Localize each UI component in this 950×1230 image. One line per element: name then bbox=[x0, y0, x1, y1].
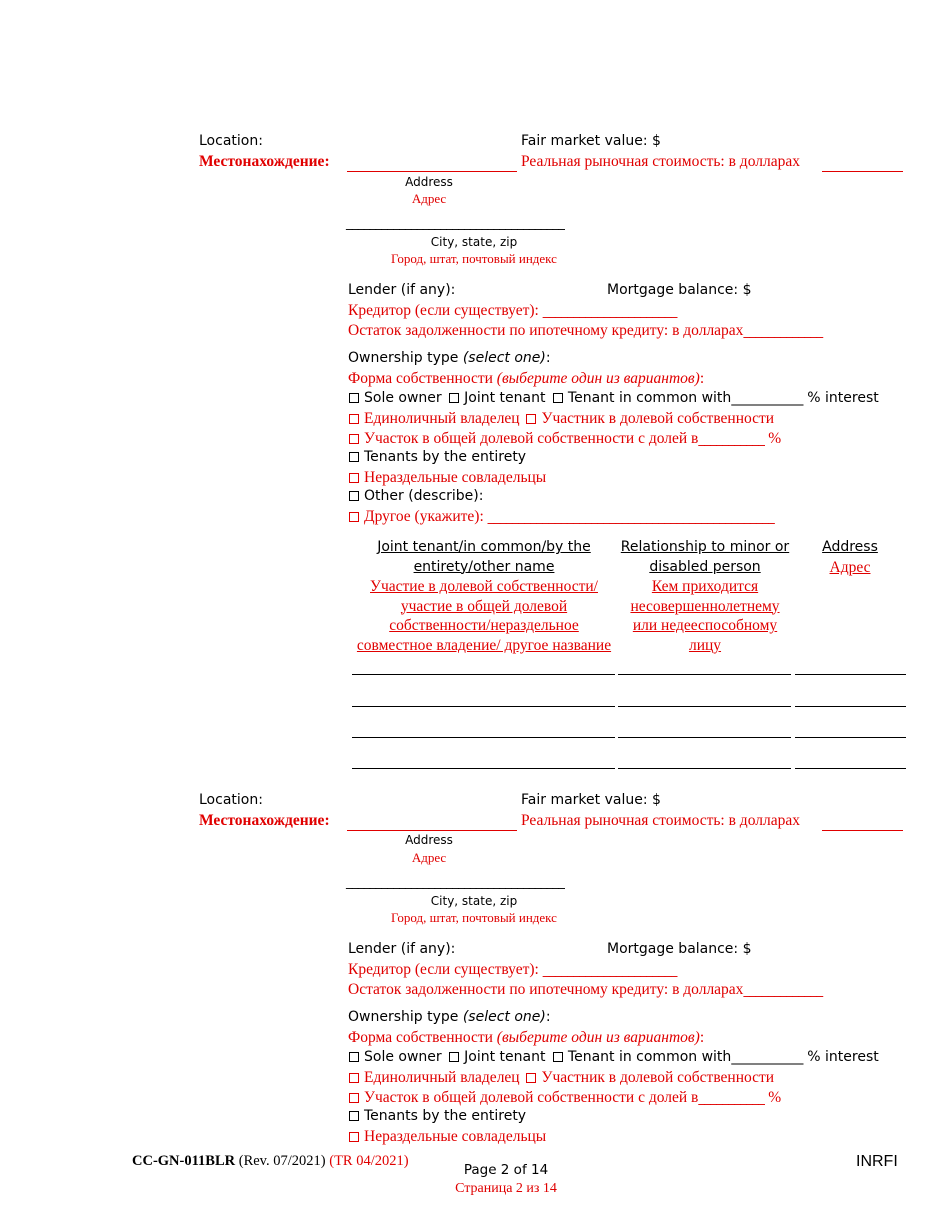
table-row-line[interactable] bbox=[618, 706, 791, 707]
col-header-relationship: Relationship to minor or disabled person bbox=[620, 539, 790, 575]
lender-label-ru: Кредитор (если существует): ______________________ bbox=[348, 961, 677, 978]
sole-owner-checkbox[interactable] bbox=[349, 1052, 359, 1062]
location-label-ru: Местонахождение: bbox=[199, 812, 330, 829]
col-header-name-ru: Участие в долевой собственности/ участие в общей долевой собственности/нераздельное совместное владение/ другое название bbox=[356, 578, 612, 654]
ownership-options-row-1-ru: Единоличный владелец Участник в долевой собственности bbox=[349, 1069, 774, 1087]
table-row-line[interactable] bbox=[618, 674, 791, 675]
ownership-options-row-1: Sole owner Joint tenant Tenant in common with___________ % interest bbox=[349, 390, 879, 406]
tenant-in-common-checkbox[interactable] bbox=[553, 393, 563, 403]
page-number-ru: Страница 2 из 14 bbox=[455, 1181, 557, 1196]
address-caption: Address bbox=[405, 175, 453, 189]
city-caption: City, state, zip bbox=[430, 235, 518, 249]
location-label: Location: bbox=[199, 133, 263, 149]
fair-market-value-label: Fair market value: $ bbox=[521, 792, 661, 808]
joint-tenant-checkbox-ru[interactable] bbox=[526, 1073, 536, 1083]
table-row-line[interactable] bbox=[352, 706, 615, 707]
tenant-in-common-checkbox-ru[interactable] bbox=[349, 434, 359, 444]
table-row-line[interactable] bbox=[618, 737, 791, 738]
address-caption-ru: Адрес bbox=[411, 191, 447, 206]
lender-label-ru: Кредитор (если существует): ______________________ bbox=[348, 302, 677, 319]
percent-blank-ru[interactable]: ___________ bbox=[698, 1091, 765, 1106]
table-row-line[interactable] bbox=[795, 674, 906, 675]
entirety-option: Tenants by the entirety bbox=[349, 449, 526, 465]
city-caption-ru: Город, штат, почтовый индекс bbox=[391, 910, 557, 925]
ownership-type-label: Ownership type (select one): bbox=[348, 1009, 551, 1025]
mortgage-balance-label-ru: Остаток задолженности по ипотечному кредиту: в долларах_____________ bbox=[348, 981, 823, 998]
mortgage-blank[interactable]: _____________ bbox=[743, 983, 823, 998]
tenants-by-entirety-checkbox-ru[interactable] bbox=[349, 1132, 359, 1142]
table-row-line[interactable] bbox=[795, 768, 906, 769]
mortgage-balance-label: Mortgage balance: $ bbox=[607, 941, 752, 957]
lender-label: Lender (if any): bbox=[348, 282, 456, 298]
form-code: CC-GN-011BLR (Rev. 07/2021) (TR 04/2021) bbox=[132, 1153, 409, 1169]
ownership-type-label: Ownership type (select one): bbox=[348, 350, 551, 366]
fair-market-value-label-ru: Реальная рыночная стоимость: в долларах bbox=[521, 153, 800, 170]
tenants-by-entirety-checkbox[interactable] bbox=[349, 1111, 359, 1121]
other-option: Other (describe): bbox=[349, 488, 483, 504]
joint-tenant-checkbox[interactable] bbox=[449, 1052, 459, 1062]
fair-market-value-label: Fair market value: $ bbox=[521, 133, 661, 149]
city-state-zip-blank[interactable]: _____________________________________ bbox=[346, 216, 565, 231]
entirety-option-ru: Нераздельные совладельцы bbox=[349, 469, 546, 487]
tenant-in-common-checkbox-ru[interactable] bbox=[349, 1093, 359, 1103]
table-row-line[interactable] bbox=[352, 674, 615, 675]
fair-market-value-input-line[interactable] bbox=[822, 830, 903, 831]
other-describe-blank[interactable]: _______________________________________________ bbox=[487, 510, 775, 525]
ownership-options-row-2-ru: Участок в общей долевой собственности с долей в___________ % bbox=[349, 430, 781, 448]
sole-owner-checkbox-ru[interactable] bbox=[349, 414, 359, 424]
ownership-options-row-1-ru: Единоличный владелец Участник в долевой собственности bbox=[349, 410, 774, 428]
city-caption: City, state, zip bbox=[430, 894, 518, 908]
address-input-line[interactable] bbox=[347, 171, 517, 172]
fair-market-value-input-line[interactable] bbox=[822, 171, 903, 172]
entirety-option-ru: Нераздельные совладельцы bbox=[349, 1128, 546, 1146]
joint-tenant-checkbox-ru[interactable] bbox=[526, 414, 536, 424]
address-input-line[interactable] bbox=[347, 830, 517, 831]
address-caption: Address bbox=[405, 833, 453, 847]
col-header-name: Joint tenant/in common/by the entirety/other name bbox=[377, 539, 591, 575]
table-row-line[interactable] bbox=[618, 768, 791, 769]
other-option-ru: Другое (укажите): _______________________________________________ bbox=[349, 508, 774, 526]
tenants-by-entirety-checkbox[interactable] bbox=[349, 452, 359, 462]
ownership-type-label-ru: Форма собственности (выберите один из вариантов): bbox=[348, 1029, 705, 1046]
percent-blank-ru[interactable]: ___________ bbox=[698, 432, 765, 447]
mortgage-balance-label-ru: Остаток задолженности по ипотечному кредиту: в долларах_____________ bbox=[348, 322, 823, 339]
percent-interest-blank[interactable]: ___________ bbox=[731, 390, 803, 406]
table-row-line[interactable] bbox=[352, 737, 615, 738]
city-state-zip-blank[interactable]: _____________________________________ bbox=[346, 875, 565, 890]
location-label-ru: Местонахождение: bbox=[199, 153, 330, 170]
ownership-options-row-1: Sole owner Joint tenant Tenant in common with___________ % interest bbox=[349, 1049, 879, 1065]
table-row-line[interactable] bbox=[352, 768, 615, 769]
other-checkbox-ru[interactable] bbox=[349, 512, 359, 522]
page-number: Page 2 of 14 bbox=[463, 1162, 549, 1178]
mortgage-blank[interactable]: _____________ bbox=[743, 324, 823, 339]
tenants-by-entirety-checkbox-ru[interactable] bbox=[349, 473, 359, 483]
sole-owner-checkbox[interactable] bbox=[349, 393, 359, 403]
sole-owner-checkbox-ru[interactable] bbox=[349, 1073, 359, 1083]
mortgage-balance-label: Mortgage balance: $ bbox=[607, 282, 752, 298]
table-row-line[interactable] bbox=[795, 706, 906, 707]
address-caption-ru: Адрес bbox=[411, 850, 447, 865]
table-row-line[interactable] bbox=[795, 737, 906, 738]
lender-blank[interactable]: ______________________ bbox=[542, 304, 677, 319]
city-caption-ru: Город, штат, почтовый индекс bbox=[391, 251, 557, 266]
other-checkbox[interactable] bbox=[349, 491, 359, 501]
ownership-options-row-2-ru: Участок в общей долевой собственности с долей в___________ % bbox=[349, 1089, 781, 1107]
ownership-type-label-ru: Форма собственности (выберите один из вариантов): bbox=[348, 370, 705, 387]
lender-blank[interactable]: ______________________ bbox=[542, 963, 677, 978]
fair-market-value-label-ru: Реальная рыночная стоимость: в долларах bbox=[521, 812, 800, 829]
percent-interest-blank[interactable]: ___________ bbox=[731, 1049, 803, 1065]
lender-label: Lender (if any): bbox=[348, 941, 456, 957]
location-label: Location: bbox=[199, 792, 263, 808]
col-header-relationship-ru: Кем приходится несовершеннолетнему или недееспособному лицу bbox=[630, 578, 780, 654]
tenant-in-common-checkbox[interactable] bbox=[553, 1052, 563, 1062]
entirety-option: Tenants by the entirety bbox=[349, 1108, 526, 1124]
form-id-right: INRFI bbox=[856, 1153, 898, 1170]
col-header-address: Address bbox=[822, 539, 878, 555]
col-header-address-ru: Адрес bbox=[829, 559, 871, 576]
joint-tenant-checkbox[interactable] bbox=[449, 393, 459, 403]
